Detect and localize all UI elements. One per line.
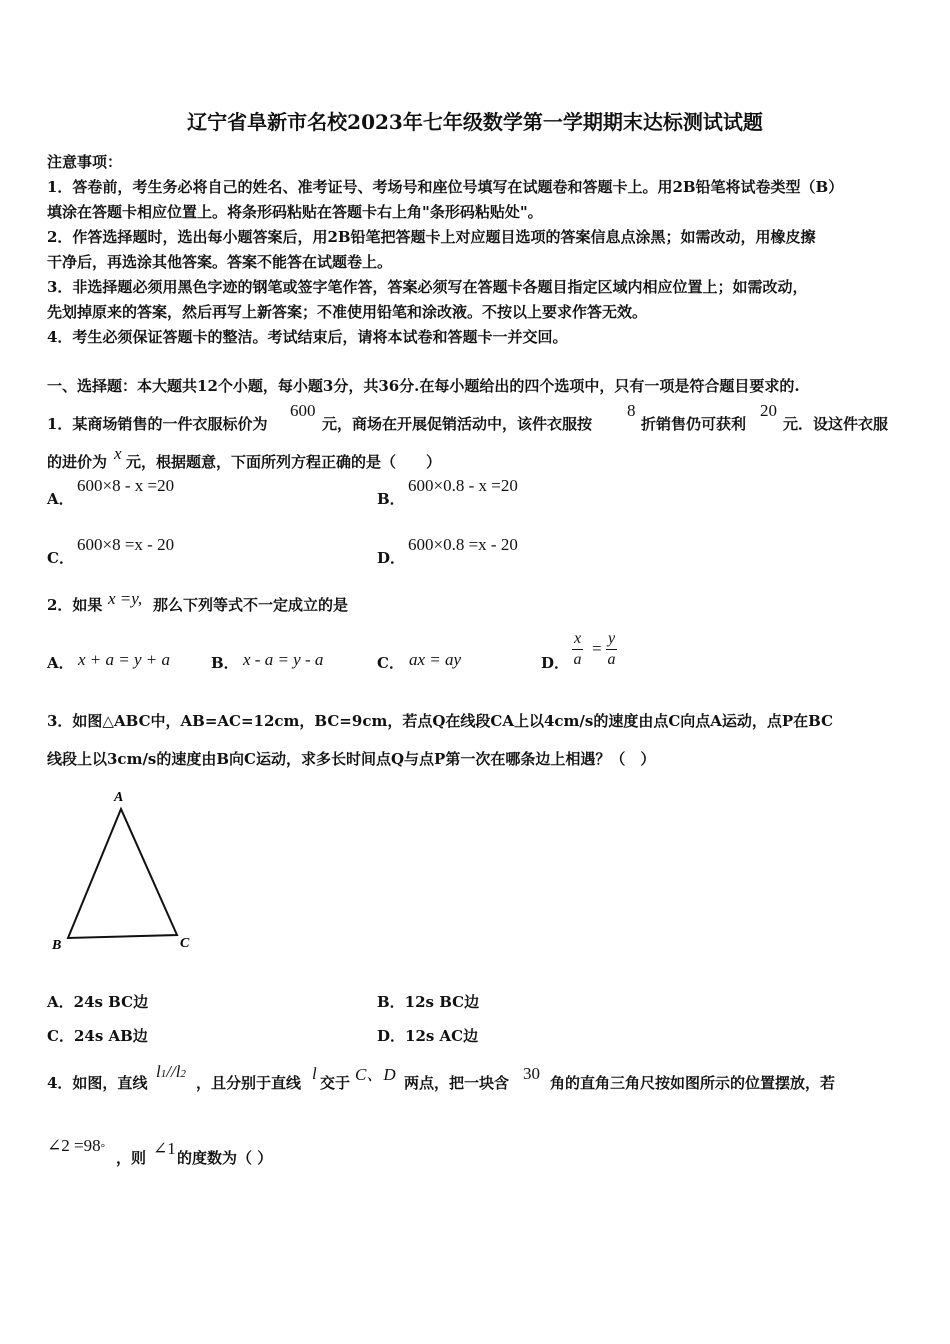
q1-option-c-label: C．	[47, 549, 74, 567]
triangle-figure	[40, 780, 210, 960]
q4-l1-letter: l	[156, 1062, 161, 1081]
q2-d-numerator-right: y	[606, 629, 617, 650]
q1-option-b: 600×0.8 - x =20	[408, 476, 518, 495]
q2-option-b-label: B．	[211, 654, 239, 672]
q1-text-3: 折销售仍可获利	[641, 415, 747, 433]
q1-variable-x: x	[114, 444, 122, 463]
q1-text-6: 元，根据题意，下面所列方程正确的是（ ）	[126, 453, 442, 471]
q4-text-4: 两点，把一块含	[404, 1074, 510, 1092]
q2-option-a: x + a = y + a	[78, 650, 171, 669]
q4-parallel-sign: //	[166, 1062, 176, 1081]
q2-option-a-label: A．	[47, 654, 74, 672]
q2-option-d-equals: =	[592, 639, 602, 658]
page-title: 辽宁省阜新市名校2023年七年级数学第一学期期末达标测试试题	[187, 110, 763, 134]
triangle-abc	[68, 809, 177, 938]
q4-l2-letter: l	[175, 1062, 181, 1081]
vertex-label-b: B	[52, 938, 62, 953]
q2-condition: x =y,	[108, 589, 143, 608]
q2-d-denominator-left: a	[573, 651, 582, 668]
q1-text-4: 元．设这件衣服	[783, 415, 889, 433]
q2-text-1: 2．如果	[47, 596, 103, 614]
q4-line-l1	[156, 1062, 186, 1084]
q2-option-c-label: C．	[377, 654, 404, 672]
q1-value-8: 8	[627, 401, 636, 420]
q4-text-7: 的度数为（ ）	[177, 1149, 273, 1167]
notice-heading: 注意事项：	[47, 153, 123, 171]
notice-line-5: 3．非选择题必须用黑色字迹的钢笔或签字笔作答，答案必须写在答题卡各题目指定区域内相应位置上；如需改动，	[47, 278, 808, 296]
q4-degree-sign: °	[100, 1142, 105, 1154]
q1-value-20: 20	[760, 401, 777, 420]
q4-angle-1: ∠1	[153, 1139, 176, 1158]
q1-text-1: 1．某商场销售的一件衣服标价为	[47, 415, 268, 433]
q4-text-5: 角的直角三角尺按如图所示的位置摆放，若	[550, 1074, 836, 1092]
q2-d-numerator-left: x	[572, 629, 583, 650]
vertex-label-c: C	[180, 936, 190, 951]
q4-l1-subscript: 1	[160, 1068, 167, 1080]
notice-line-3: 2．作答选择题时，选出每小题答案后，用2B铅笔把答题卡上对应题目选项的答案信息点涂黑；如需改动，用橡皮擦	[47, 228, 816, 246]
q4-angle-2	[47, 1136, 105, 1158]
q4-text-1: 4．如图，直线	[47, 1074, 148, 1092]
q2-option-c: ax = ay	[409, 650, 462, 669]
q2-text-2: 那么下列等式不一定成立的是	[153, 596, 349, 614]
q1-option-a-label: A．	[47, 490, 74, 508]
q2-option-d-label: D．	[541, 654, 570, 672]
notice-line-6: 先划掉原来的答案，然后再写上新答案；不准使用铅笔和涂改液。不按以上要求作答无效。	[47, 303, 648, 321]
q4-points-cd: C、D	[355, 1065, 396, 1084]
q3-text-line-2: 线段上以3cm/s的速度由B向C运动，求多长时间点Q与点P第一次在哪条边上相遇？（ ）	[47, 750, 656, 768]
q1-text-5: 的进价为	[47, 453, 108, 471]
vertex-label-a: A	[114, 790, 124, 805]
q2-option-d-fraction-left	[572, 629, 583, 670]
q2-d-denominator-right: a	[607, 651, 616, 668]
q4-angle-2-text: ∠2 =98	[47, 1136, 101, 1155]
q3-option-d: D．12s AC边	[377, 1027, 479, 1045]
q3-option-c: C．24s AB边	[47, 1027, 148, 1045]
notice-line-1: 1．答卷前，考生务必将自己的姓名、准考证号、考场号和座位号填写在试题卷和答题卡上。用2B铅笔将试卷类型（B）	[47, 178, 844, 196]
q2-option-b: x - a = y - a	[243, 650, 324, 669]
q1-option-d: 600×0.8 =x - 20	[408, 535, 518, 554]
q4-value-30: 30	[523, 1064, 540, 1083]
section-heading: 一、选择题：本大题共12个小题，每小题3分，共36分.在每小题给出的四个选项中，只有一项是符合题目要求的.	[47, 377, 800, 395]
q3-option-a: A．24s BC边	[47, 993, 149, 1011]
q1-value-600: 600	[290, 401, 316, 420]
q4-text-2: ，且分别于直线	[196, 1074, 302, 1092]
q4-text-6: ，则	[116, 1149, 147, 1167]
notice-line-7: 4．考生必须保证答题卡的整洁。考试结束后，请将本试卷和答题卡一并交回。	[47, 328, 568, 346]
q4-text-3: 交于	[320, 1074, 351, 1092]
q4-line-l: l	[312, 1064, 317, 1083]
q1-text-2: 元，商场在开展促销活动中，该件衣服按	[322, 415, 593, 433]
q1-option-b-label: B．	[377, 490, 405, 508]
q3-option-b: B．12s BC边	[377, 993, 480, 1011]
notice-line-4: 干净后，再选涂其他答案。答案不能答在试题卷上。	[47, 253, 393, 271]
q1-option-a: 600×8 - x =20	[77, 476, 175, 495]
q3-text-line-1: 3．如图△ABC中，AB=AC=12cm，BC=9cm，若点Q在线段CA上以4cm/s的速度由点C向点A运动，点P在BC	[47, 712, 834, 730]
q2-option-d-fraction-right	[606, 629, 617, 670]
q1-option-c: 600×8 =x - 20	[77, 535, 175, 554]
q1-option-d-label: D．	[377, 549, 406, 567]
q4-l2-subscript: 2	[180, 1068, 186, 1080]
notice-line-2: 填涂在答题卡相应位置上。将条形码粘贴在答题卡右上角"条形码粘贴处"。	[47, 203, 543, 221]
